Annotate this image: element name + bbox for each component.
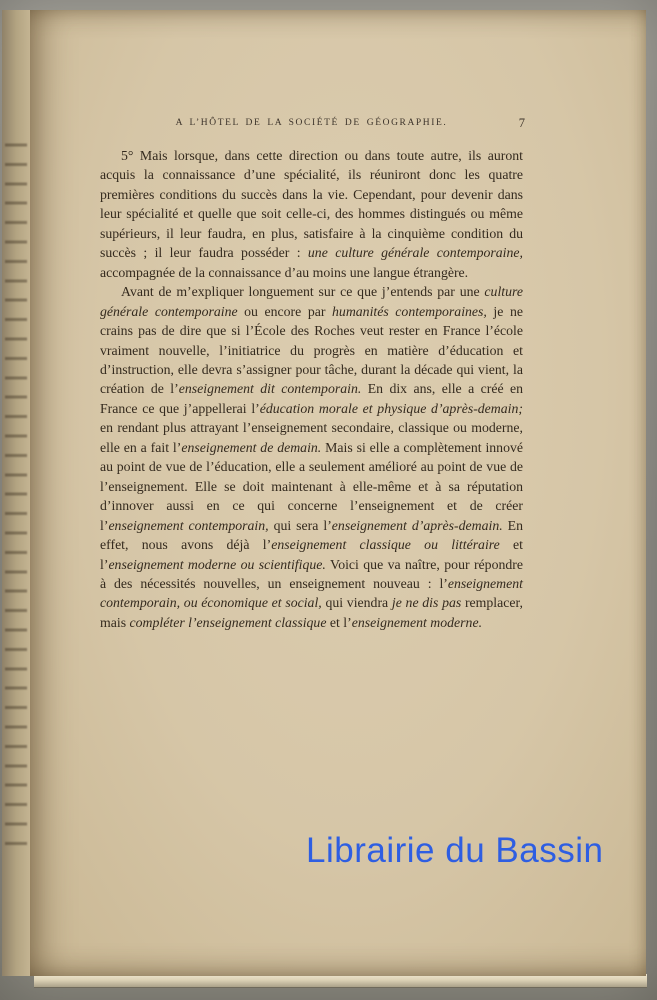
adjacent-page-text-fragments [5,138,27,858]
text-run: Avant de m’expliquer longuement sur ce que j’entends par une [121,284,485,300]
italic-run: enseignement d’après-demain. [331,517,503,533]
running-title: A L’HÔTEL DE LA SOCIÉTÉ DE GÉOGRAPHIE. [175,118,448,128]
italic-run: enseignement contemporain, [108,517,269,533]
text-run: En effet, nous avons déjà l’ [100,517,523,553]
italic-run: enseignement moderne ou scientifique. [108,556,326,572]
italic-run: humanités contemporaines, [332,303,487,319]
italic-run: compléter l’enseignement classique [129,614,327,630]
text-run: qui viendra [321,595,392,611]
text-run: accompagnée de la connaissance d’au moins une langue étrangère. [100,264,469,280]
text-run: ou encore par [237,303,333,319]
text-block [100,146,523,632]
page-number: 7 [518,116,525,130]
text-run: 5° Mais lorsque, dans cette direction ou dans toute autre, ils auront acquis la connaissance d’une spécialité, ils réuniront donc les quatre premières conditions du succès dans la vie. Cependant, pour devenir dans leur spécialité et quelle que soit celle-ci, des hommes distingués ou même supérieurs, il leur faudra, en plus, satisfaire à la cinquième condition du succès ; il leur faudra posséder : [100,148,523,261]
paragraph [100,282,523,632]
italic-run: éducation morale et physique d’après-demain; [259,400,523,416]
text-run: en rendant plus attrayant l’enseignement secondaire, classique ou moderne, elle en a fait l’ [100,420,523,455]
italic-run: enseignement moderne. [351,614,483,630]
text-run: Voici que va naître, pour répondre à des nécessités nouvelles, un enseignement nouveau : l’ [100,556,523,591]
italic-run: une culture générale contemporaine, [307,245,523,261]
text-run: qui sera l’ [268,517,332,533]
text-run: Mais si elle a complètement innové au point de vue de l’éducation, elle a seulement amélioré au point de vue de l’enseignement. Elle se doit maintenant à elle-même et à sa réputation d’innover aussi en ce qui concerne l’enseignement et de créer l’ [100,439,524,533]
paragraph [100,146,523,282]
italic-run: culture générale contemporaine [100,284,523,319]
italic-run: enseignement contemporain, ou économique et social, [100,575,523,611]
italic-run: enseignement classique ou littéraire [271,537,500,553]
text-run: je ne crains pas de dire que si l’École des Roches veut rester en France l’école vraiment nouvelle, l’initiatrice du progrès en matière d’éducation et d’instruction, elle devra s’assigner pour tâche, durant la décade qui vient, la création de l’ [100,303,523,397]
watermark: Librairie du Bassin [306,831,604,870]
page-stack-edge [34,974,647,988]
italic-run: enseignement dit contemporain. [178,381,362,397]
italic-run: enseignement de demain. [181,439,322,455]
text-run: et l’ [100,537,524,572]
text-run: remplacer, mais [100,595,524,630]
text-run: et l’ [326,614,352,630]
text-run: En dix ans, elle a créé en France ce que j’appellerai l’ [100,381,524,416]
page-header [100,118,523,134]
italic-run: je ne dis pas [391,595,462,611]
